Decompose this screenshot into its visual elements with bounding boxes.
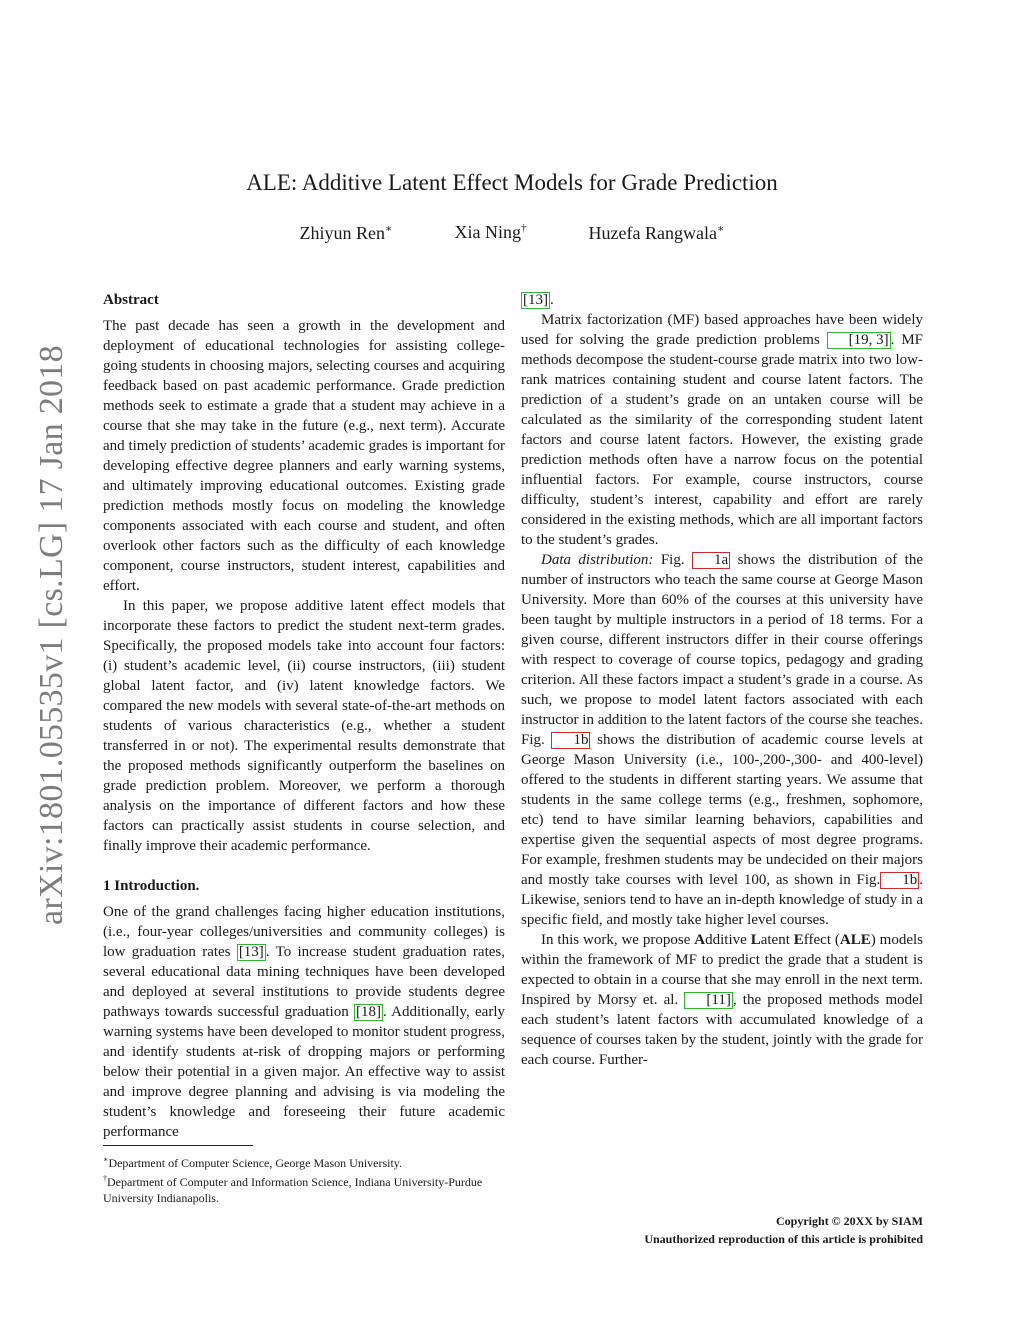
author: Zhiyun Ren∗ — [299, 223, 393, 243]
abstract-paragraph: In this paper, we propose additive latent effect models that incorporate these factors to predict the student next-term grades. Specifically, the proposed models take into account four factors: (i) student’s academic level, (ii) course instructors, (iii) student global latent factor, and (iv) latent knowledge factors. We compared the new models with several state-of-the-art methods on students of various characteristics (e.g., whether a student transferred in or not). The experimental results demonstrate that the proposed methods significantly outperform the baselines on grade prediction problem. Moreover, we perform a thorough analysis on the importance of different factors and how these factors can practically assist students in course selection, and finally improve their academic performance. — [103, 598, 505, 854]
footnote: ∗Department of Computer Science, George Mason University. — [103, 1155, 403, 1170]
abstract-heading: Abstract — [103, 292, 159, 308]
arxiv-identifier-stamp — [32, 330, 72, 940]
section-heading-introduction: 1 Introduction. — [103, 878, 200, 894]
intro-paragraph: Data distribution: Fig. 1a shows the distribution of the number of instructors who teach the same course at George Mason University. More than 60% of the courses at this university have been taught by multiple instructors in a period of 18 terms. For a given course, different instructors differ in their course offerings with respect to coverage of course topics, pedagogy and grading criterion. All these factors impact a student’s grade in a course. As such, we propose to model latent factors associated with each instructor in addition to the latent factors of the course she teaches. Fig. 1b shows the distribution of academic course levels at George Mason University (i.e., 100-,200-,300- and 400-level) offered to the students in different starting years. We assume that students in the same college terms (e.g., freshmen, sophomore, etc) tend to have similar learning behaviors, capabilities and expertise given the sequential aspects of most degree programs. For example, freshmen students may be undecided on their majors and mostly take courses with level 100, as shown in Fig. 1b . Likewise, seniors tend to have an in-depth knowledge of study in a specific field, and mostly take higher level courses. — [521, 552, 924, 928]
footnote: †Department of Computer and Information Science, Indiana University-Purdue University Indianapolis. — [103, 1174, 483, 1205]
arxiv-identifier: arXiv:1801.05535v1 [cs.LG] 17 Jan 2018 — [33, 345, 70, 925]
left-column — [103, 290, 505, 1142]
paragraph-label: Data distribution: — [541, 552, 654, 568]
intro-paragraph: One of the grand challenges facing higher education institutions, (i.e., four-year colleges/universities and community colleges) is low graduation rates [13] . To increase student graduation rates, several educational data mining techniques have been developed and deployed at several institutions to provide students degree pathways towards successful graduation [18] . Additionally, early warning systems have been developed to monitor student progress, and identify students at-risk of dropping majors or performing below their potential in a given major. An effective way to assist and improve degree planning and advising is via modeling the student’s knowledge and foreseeing their future academic performance — [103, 904, 505, 1140]
intro-paragraph: Matrix factorization (MF) based approaches have been widely used for solving the grade prediction problems [19, 3] . MF methods decompose the student-course grade matrix into two low-rank matrices containing student and course latent factors. The prediction of a student’s grade on an untaken course will be calculated as the similarity of the corresponding student latent factors and course latent factors. However, the existing grade prediction methods often have a narrow focus on the potential influential factors. For example, course instructors, course difficulty, student’s interest, capability and effort are rarely considered in the existing methods, which are all important factors to the student’s grades. — [521, 312, 923, 548]
citation-link[interactable]: [19, 3] — [827, 332, 891, 349]
intro-paragraph-continued: [13] . — [523, 292, 554, 308]
footnotes — [103, 1145, 505, 1206]
abstract-paragraph: The past decade has seen a growth in the development and deployment of educational technologies for assisting college-going students in choosing majors, selecting courses and acquiring feedback based on past academic performance. Grade prediction methods seek to estimate a grade that a student may achieve in a course that she may take in the future (e.g., next term). Accurate and timely prediction of students’ academic grades is important for developing effective degree planners and early warning systems, and ultimately improving educational outcomes. Existing grade prediction methods mostly focus on modeling the knowledge components associated with each course and student, and often overlook other factors such as the difficulty of each knowledge component, course instructors, student interest, capabilities and effort. — [103, 318, 505, 594]
citation-link[interactable]: [13] — [238, 944, 264, 960]
copyright-line: Unauthorized reproduction of this article is prohibited — [644, 1232, 923, 1246]
copyright-notice — [644, 1212, 923, 1248]
citation-link[interactable]: [11] — [684, 992, 732, 1009]
figure-link[interactable]: 1a — [692, 552, 730, 569]
copyright-line: Copyright © 20XX by SIAM — [776, 1214, 923, 1228]
paper-title: ALE: Additive Latent Effect Models for Grade Prediction — [246, 170, 778, 195]
intro-paragraph: In this work, we propose Additive Latent Effect (ALE) models within the framework of MF to predict the grade that a student is expected to obtain in a course that she may enroll in the next term. Inspired by Morsy et. al. [11] , the proposed methods model each student’s latent factors with accumulated knowledge of a sequence of courses taken by the student, jointly with the grade for each course. Further- — [521, 932, 923, 1068]
citation-link[interactable]: [18] — [355, 1004, 381, 1020]
figure-link[interactable]: 1b — [551, 732, 590, 749]
citation-link[interactable]: [13] — [523, 292, 548, 308]
footnote-divider — [103, 1145, 253, 1146]
right-column — [521, 290, 923, 1070]
author: Huzefa Rangwala∗ — [588, 223, 725, 243]
author: Xia Ning† — [454, 222, 527, 242]
author-list — [0, 222, 1024, 244]
figure-link[interactable]: 1b — [880, 872, 919, 889]
